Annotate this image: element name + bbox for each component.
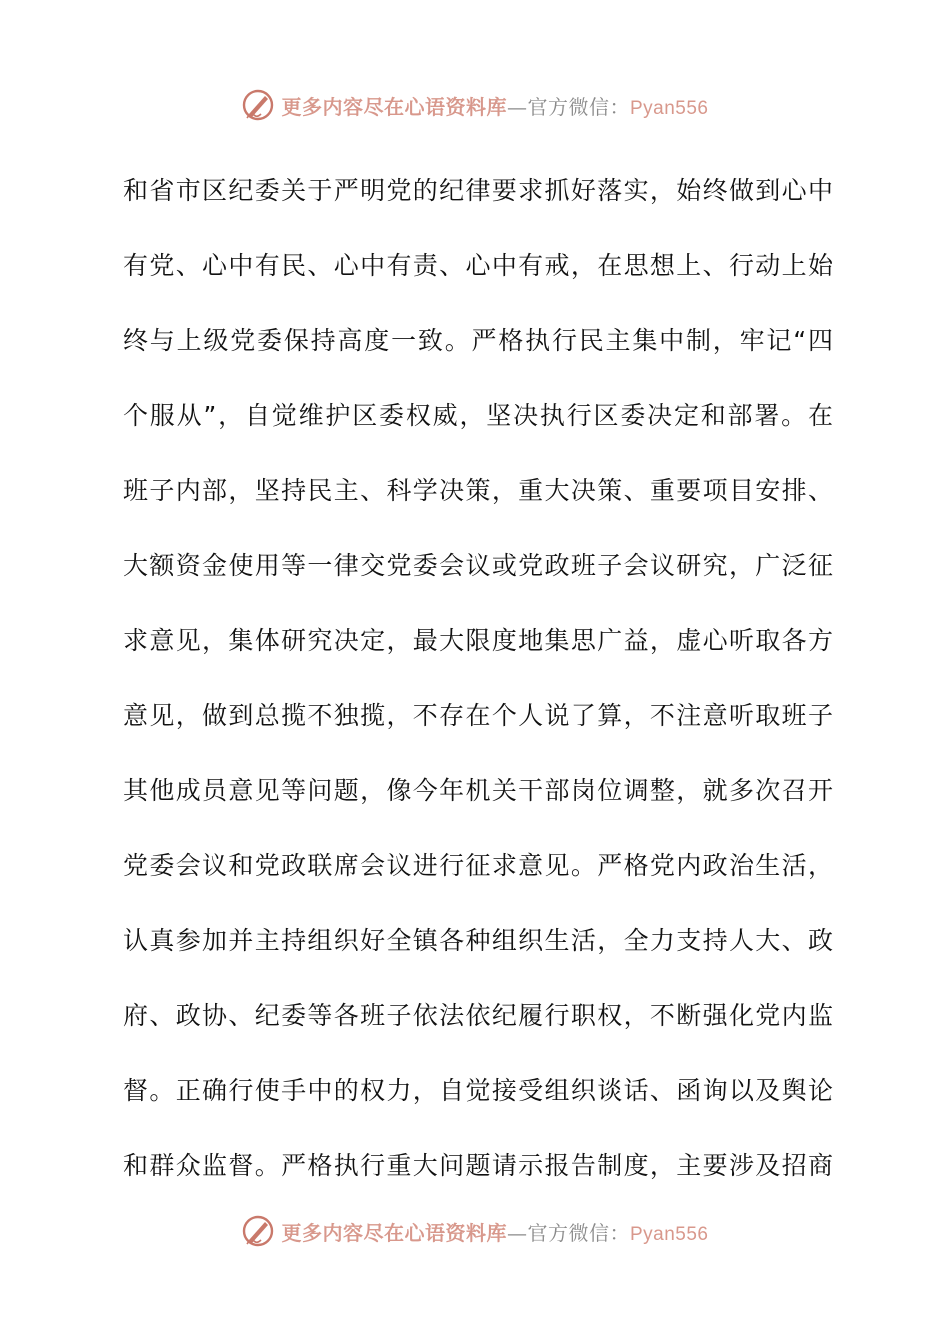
document-body: [123, 166, 833, 1216]
footer-banner: [0, 1211, 950, 1251]
header-wechat-id: Pyan556: [629, 97, 709, 119]
footer-separator: —: [506, 1220, 528, 1245]
body-line: 意见，做到总揽不独揽，不存在个人说了算，不注意听取班子: [123, 701, 833, 730]
body-line: 和省市区纪委关于严明党的纪律要求抓好落实，始终做到心中: [123, 176, 833, 205]
header-separator: —: [506, 94, 528, 119]
pen-logo-icon: [241, 88, 275, 122]
body-line: 大额资金使用等一律交党委会议或党政班子会议研究，广泛征: [123, 551, 833, 580]
footer-brand: 更多内容尽在心语资料库: [281, 1220, 507, 1245]
header-banner: [0, 85, 950, 125]
footer-contact-label: 官方微信：: [527, 1220, 630, 1245]
pen-logo-icon: [241, 1214, 275, 1248]
body-line: 认真参加并主持组织好全镇各种组织生活，全力支持人大、政: [123, 926, 833, 955]
body-line: 班子内部，坚持民主、科学决策，重大决策、重要项目安排、: [123, 476, 833, 505]
body-line: 其他成员意见等问题，像今年机关干部岗位调整，就多次召开: [123, 776, 833, 805]
body-line: 府、政协、纪委等各班子依法依纪履行职权，不断强化党内监: [123, 1001, 833, 1030]
body-line: 有党、心中有民、心中有责、心中有戒，在思想上、行动上始: [123, 251, 833, 280]
body-line: 终与上级党委保持高度一致。严格执行民主集中制，牢记“四: [123, 326, 833, 355]
body-line: 求意见，集体研究决定，最大限度地集思广益，虚心听取各方: [123, 626, 833, 655]
header-brand: 更多内容尽在心语资料库: [281, 94, 507, 119]
header-banner-text: [281, 91, 708, 120]
footer-banner-text: [281, 1217, 708, 1246]
body-line: 和群众监督。严格执行重大问题请示报告制度，主要涉及招商: [123, 1151, 833, 1180]
body-line: 党委会议和党政联席会议进行征求意见。严格党内政治生活，: [123, 851, 833, 880]
body-line: 督。正确行使手中的权力，自觉接受组织谈话、函询以及舆论: [123, 1076, 833, 1105]
footer-wechat-id: Pyan556: [629, 1223, 709, 1245]
header-contact-label: 官方微信：: [527, 94, 630, 119]
body-line: 个服从”，自觉维护区委权威，坚决执行区委决定和部署。在: [123, 401, 833, 430]
